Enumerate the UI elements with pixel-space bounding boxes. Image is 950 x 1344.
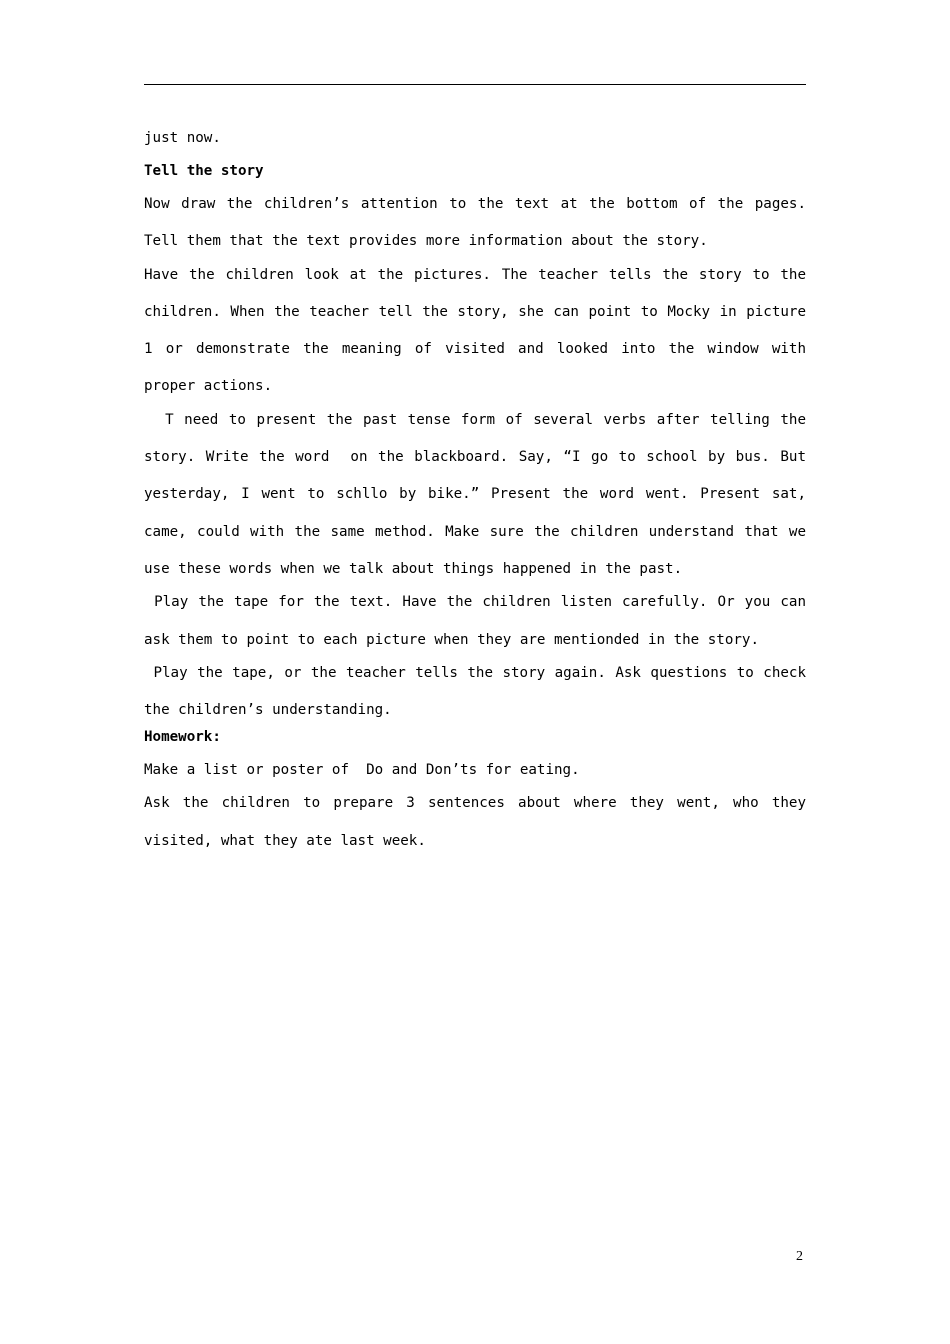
paragraph-draw-attention: Now draw the children’s attention to the text at the bottom of the pages. Tell them that the text provides more information about the story. [144, 196, 806, 250]
paragraph-past-tense: T need to present the past tense form of several verbs after telling the story. Write the word on the blackboard. Say, “I go to school by bus. But yesterday, I went to schllo by bike.” Present the word went. Present sat, came, could with the same method. Make sure the children understand that we use these words when we talk about things happened in the past. [144, 411, 815, 577]
header-rule [144, 84, 806, 85]
paragraph-play-tape-again: Play the tape, or the teacher tells the story again. Ask questions to check the children’s understanding. [144, 664, 815, 719]
paragraph-make-list: Make a list or poster of Do and Don’ts for eating. [144, 762, 580, 779]
paragraph-look-at-pictures: Have the children look at the pictures. The teacher tells the story to the children. When the teacher tell the story, she can point to Mocky in picture 1 or demonstrate the meaning of visited and looked into the window with proper actions. [144, 266, 806, 395]
section-heading-homework: Homework: [144, 729, 221, 746]
page-number: 2 [796, 1249, 803, 1264]
paragraph-continuation: just now. [144, 130, 221, 146]
document-body [144, 126, 815, 860]
paragraph-prepare-sentences: Ask the children to prepare 3 sentences about where they went, who they visited, what they ate last week. [144, 795, 806, 849]
section-heading-tell-the-story: Tell the story [144, 163, 264, 179]
paragraph-play-tape: Play the tape for the text. Have the children listen carefully. Or you can ask them to point to each picture when they are mentionded in the story. [144, 594, 815, 648]
